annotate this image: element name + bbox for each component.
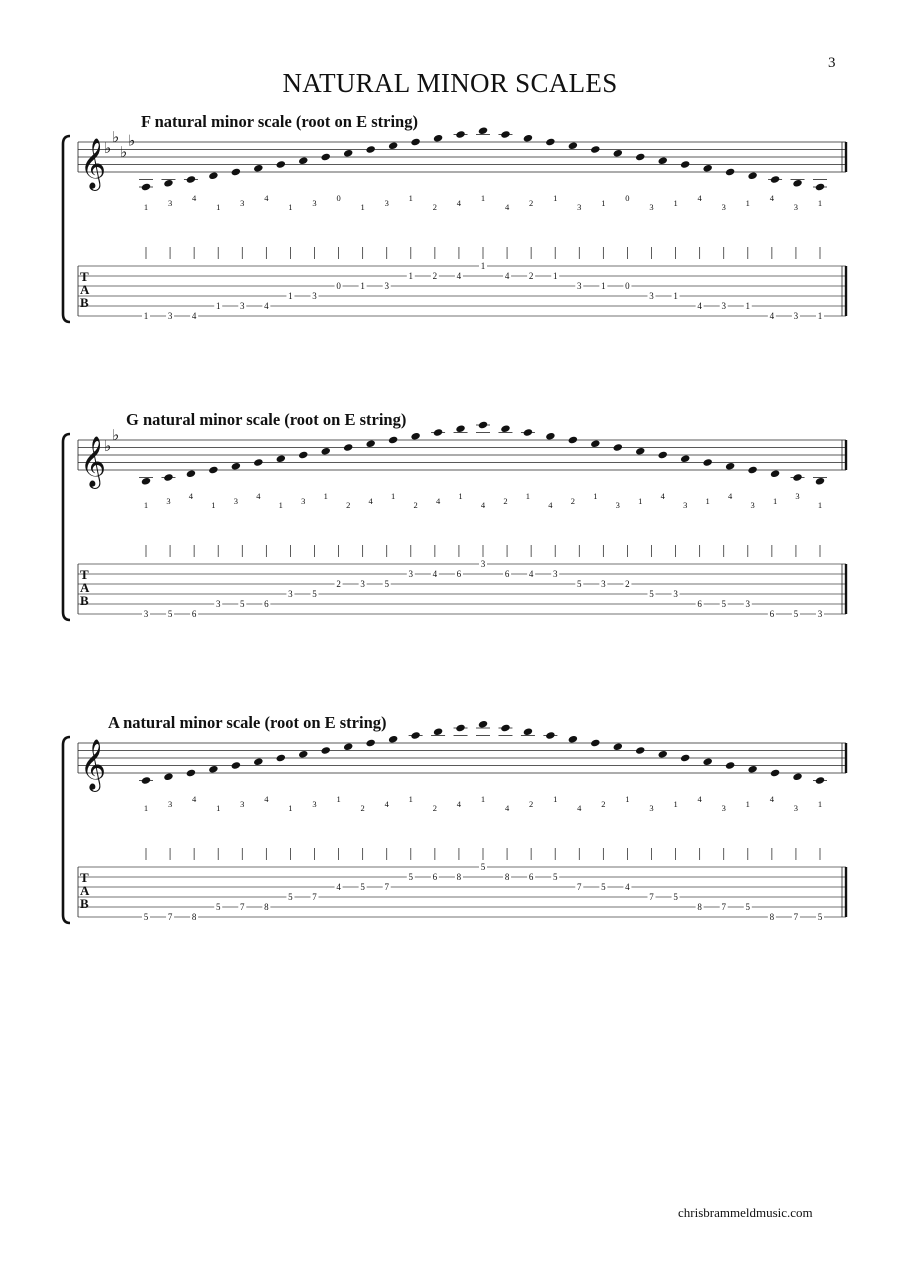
tab-fret-number: 8 — [504, 872, 510, 883]
note-head — [725, 761, 735, 770]
fingering-number: 4 — [577, 803, 582, 813]
fingering-number: 4 — [368, 496, 373, 506]
fingering-number: 1 — [323, 491, 328, 501]
fingering-number: 1 — [525, 491, 531, 501]
fingering-number: 1 — [673, 799, 678, 809]
fingering-number: 1 — [745, 198, 750, 208]
note-head — [231, 168, 241, 177]
fingering-number: 3 — [793, 803, 799, 813]
note-head — [388, 141, 398, 150]
tab-fret-number: 2 — [625, 579, 630, 590]
fingering-number: 2 — [570, 496, 575, 506]
flat-sign-icon: ♭ — [128, 133, 136, 150]
fingering-number: 4 — [660, 491, 665, 501]
note-head — [388, 735, 398, 744]
tab-fret-number: 6 — [769, 609, 775, 620]
fingering-number: 1 — [601, 198, 606, 208]
fingering-number: 4 — [192, 193, 197, 203]
page-number: 3 — [828, 55, 836, 71]
tab-fret-number: 7 — [721, 902, 726, 913]
note-head — [545, 432, 555, 441]
note-head — [365, 145, 375, 154]
note-head — [568, 141, 578, 150]
note-head — [253, 164, 263, 173]
flat-sign-icon: ♭ — [120, 144, 128, 161]
tab-label-a: A — [80, 883, 90, 898]
fingering-number: 0 — [625, 193, 630, 203]
note-head — [815, 183, 825, 192]
fingering-number: 1 — [673, 198, 678, 208]
fingering-number: 1 — [143, 202, 149, 212]
tab-fret-number: 7 — [577, 882, 582, 893]
tab-fret-number: 3 — [215, 599, 221, 610]
tab-label-b: B — [80, 896, 89, 911]
fingering-number: 1 — [278, 500, 283, 510]
tab-fret-number: 3 — [288, 589, 293, 600]
tab-fret-number: 5 — [745, 902, 751, 913]
flat-sign-icon: ♭ — [112, 129, 120, 146]
note-head — [658, 750, 668, 759]
fingering-number: 4 — [192, 794, 197, 804]
note-head — [500, 130, 510, 139]
fingering-number: 3 — [683, 500, 688, 510]
system-bracket — [63, 737, 70, 923]
fingering-number: 4 — [728, 491, 733, 501]
tab-fret-number: 3 — [673, 589, 678, 600]
flat-sign-icon: ♭ — [104, 439, 112, 455]
fingering-number: 1 — [817, 799, 823, 809]
fingering-number: 1 — [705, 496, 710, 506]
fingering-number: 4 — [456, 198, 462, 208]
tab-fret-number: 6 — [697, 599, 702, 610]
note-head — [455, 724, 465, 733]
note-head — [365, 439, 375, 448]
fingering-number: 0 — [336, 193, 341, 203]
note-head — [770, 769, 780, 778]
fingering-number: 3 — [577, 202, 582, 212]
fingering-number: 1 — [553, 193, 558, 203]
note-head — [455, 130, 465, 139]
tab-fret-number: 7 — [312, 892, 317, 903]
fingering-number: 3 — [233, 496, 238, 506]
note-head — [658, 451, 668, 460]
tab-fret-number: 7 — [384, 882, 389, 893]
fingering-number: 4 — [384, 799, 389, 809]
treble-clef-icon: 𝄞 — [80, 139, 107, 188]
note-head — [792, 772, 802, 781]
tab-fret-number: 4 — [432, 569, 438, 580]
scale-title-f: F natural minor scale (root on E string) — [141, 112, 418, 131]
note-head — [523, 727, 533, 736]
note-head — [455, 424, 465, 433]
fingering-number: 1 — [143, 803, 149, 813]
tab-fret-number: 1 — [673, 291, 678, 302]
note-head — [276, 454, 286, 463]
tab-fret-number: 3 — [143, 609, 149, 620]
tab-fret-number: 1 — [143, 311, 149, 322]
fingering-number: 1 — [458, 491, 463, 501]
tab-fret-number: 1 — [601, 281, 606, 292]
tab-fret-number: 3 — [408, 569, 414, 580]
fingering-number: 4 — [548, 500, 553, 510]
fingering-number: 2 — [529, 799, 534, 809]
tab-fret-number: 4 — [264, 301, 269, 312]
note-head — [478, 720, 488, 729]
note-head — [635, 447, 645, 456]
tab-fret-number: 5 — [240, 599, 245, 610]
fingering-number: 1 — [817, 500, 823, 510]
note-head — [365, 739, 375, 748]
fingering-number: 3 — [649, 803, 654, 813]
fingering-number: 1 — [336, 794, 341, 804]
tab-fret-number: 7 — [240, 902, 245, 913]
tab-fret-number: 5 — [215, 902, 221, 913]
fingering-number: 1 — [817, 198, 823, 208]
fingering-number: 3 — [167, 799, 173, 809]
fingering-number: 1 — [288, 202, 293, 212]
fingering-number: 3 — [721, 803, 726, 813]
tab-fret-number: 1 — [408, 271, 414, 282]
fingering-number: 1 — [772, 496, 778, 506]
tab-fret-number: 5 — [288, 892, 293, 903]
tab-fret-number: 6 — [191, 609, 197, 620]
fingering-number: 3 — [649, 202, 654, 212]
note-head — [433, 134, 443, 143]
system-f-natural-minor — [0, 129, 900, 337]
tab-fret-number: 4 — [336, 882, 341, 893]
fingering-number: 4 — [697, 193, 702, 203]
note-head — [433, 727, 443, 736]
tab-fret-number: 3 — [552, 569, 558, 580]
note-head — [725, 462, 735, 471]
fingering-number: 2 — [346, 500, 351, 510]
fingering-number: 3 — [750, 500, 755, 510]
tab-fret-number: 3 — [360, 579, 365, 590]
tab-label-b: B — [80, 295, 89, 310]
tab-label-b: B — [80, 593, 89, 608]
scale-title-g: G natural minor scale (root on E string) — [126, 410, 407, 429]
tab-label-t: T — [80, 567, 89, 582]
tab-label-t: T — [80, 269, 89, 284]
note-head — [680, 754, 690, 763]
tab-fret-number: 8 — [697, 902, 702, 913]
note-head — [590, 739, 600, 748]
fingering-number: 3 — [795, 491, 800, 501]
tab-fret-number: 5 — [143, 912, 149, 923]
fingering-number: 3 — [384, 198, 389, 208]
note-head — [276, 160, 286, 169]
note-head — [815, 477, 825, 486]
tab-fret-number: 0 — [336, 281, 341, 292]
note-head — [141, 477, 151, 486]
tab-fret-number: 6 — [528, 872, 534, 883]
note-head — [725, 168, 735, 177]
note-head — [253, 458, 263, 467]
treble-clef-icon: 𝄞 — [80, 437, 107, 486]
note-head — [186, 769, 196, 778]
tab-fret-number: 4 — [769, 311, 775, 322]
tab-fret-number: 4 — [504, 271, 510, 282]
fingering-number: 1 — [480, 193, 486, 203]
fingering-number: 4 — [256, 491, 261, 501]
fingering-number: 1 — [288, 803, 293, 813]
fingering-number: 1 — [216, 202, 221, 212]
tab-fret-number: 3 — [480, 559, 486, 570]
note-head — [523, 428, 533, 437]
fingering-number: 3 — [615, 500, 620, 510]
note-head — [500, 724, 510, 733]
fingering-number: 2 — [432, 803, 437, 813]
note-head — [747, 765, 757, 774]
tab-fret-number: 5 — [312, 589, 317, 600]
tab-fret-number: 3 — [745, 599, 751, 610]
note-head — [433, 428, 443, 437]
fingering-number: 2 — [601, 799, 606, 809]
note-head — [545, 138, 555, 147]
fingering-number: 1 — [360, 202, 365, 212]
note-head — [163, 772, 173, 781]
note-head — [478, 421, 488, 430]
fingering-number: 1 — [211, 500, 216, 510]
tab-fret-number: 6 — [456, 569, 462, 580]
fingering-number: 1 — [638, 496, 643, 506]
note-head — [613, 742, 623, 751]
fingering-number: 1 — [408, 794, 413, 804]
tab-fret-number: 3 — [384, 281, 389, 292]
note-head — [568, 735, 578, 744]
note-head — [523, 134, 533, 143]
note-head — [186, 469, 196, 478]
fingering-number: 2 — [503, 496, 508, 506]
tab-fret-number: 7 — [793, 912, 799, 923]
note-head — [770, 469, 780, 478]
note-head — [321, 447, 331, 456]
tab-fret-number: 8 — [769, 912, 775, 923]
note-head — [613, 443, 623, 452]
tab-fret-number: 3 — [167, 311, 173, 322]
fingering-number: 4 — [504, 803, 510, 813]
fingering-number: 3 — [721, 202, 726, 212]
note-head — [792, 179, 802, 188]
tab-fret-number: 5 — [480, 862, 486, 873]
note-head — [298, 750, 308, 759]
note-head — [208, 765, 218, 774]
note-head — [613, 149, 623, 158]
tab-fret-number: 5 — [384, 579, 389, 590]
tab-fret-number: 3 — [721, 301, 726, 312]
fingering-number: 3 — [240, 198, 245, 208]
fingering-number: 4 — [456, 799, 462, 809]
fingering-number: 2 — [432, 202, 437, 212]
tab-fret-number: 4 — [528, 569, 534, 580]
note-head — [815, 776, 825, 785]
note-head — [792, 473, 802, 482]
system-bracket — [63, 136, 70, 322]
note-head — [658, 156, 668, 165]
fingering-number: 1 — [745, 799, 750, 809]
fingering-number: 3 — [167, 198, 173, 208]
fingering-number: 3 — [312, 198, 317, 208]
tab-label-a: A — [80, 580, 90, 595]
tab-fret-number: 5 — [601, 882, 606, 893]
note-head — [770, 175, 780, 184]
tab-fret-number: 5 — [649, 589, 654, 600]
system-bracket — [63, 434, 70, 620]
note-head — [500, 424, 510, 433]
note-head — [231, 462, 241, 471]
footer-url: chrisbrammeldmusic.com — [678, 1205, 813, 1220]
tab-fret-number: 5 — [673, 892, 678, 903]
system-a-natural-minor — [0, 733, 900, 938]
fingering-number: 1 — [553, 794, 558, 804]
note-head — [253, 757, 263, 766]
note-head — [321, 153, 331, 162]
tab-fret-number: 3 — [577, 281, 582, 292]
tab-fret-number: 3 — [312, 291, 317, 302]
flat-sign-icon: ♭ — [104, 141, 112, 157]
tab-fret-number: 5 — [721, 599, 726, 610]
fingering-number: 4 — [504, 202, 510, 212]
tab-fret-number: 6 — [432, 872, 438, 883]
note-head — [186, 175, 196, 184]
fingering-number: 4 — [188, 491, 194, 501]
tab-fret-number: 6 — [264, 599, 269, 610]
fingering-number: 4 — [435, 496, 441, 506]
tab-fret-number: 1 — [360, 281, 365, 292]
tab-fret-number: 8 — [191, 912, 197, 923]
note-head — [388, 436, 398, 445]
tab-fret-number: 4 — [191, 311, 197, 322]
fingering-number: 1 — [480, 794, 486, 804]
note-head — [478, 126, 488, 135]
note-head — [680, 160, 690, 169]
note-head — [747, 466, 757, 475]
note-head — [410, 731, 420, 740]
note-head — [208, 171, 218, 180]
scale-title-a: A natural minor scale (root on E string) — [108, 713, 387, 732]
fingering-number: 4 — [769, 193, 774, 203]
note-head — [747, 171, 757, 180]
note-head — [702, 458, 712, 467]
tab-fret-number: 5 — [817, 912, 823, 923]
fingering-number: 1 — [391, 491, 396, 501]
note-head — [590, 439, 600, 448]
fingering-number: 3 — [301, 496, 306, 506]
fingering-number: 4 — [264, 193, 269, 203]
tab-fret-number: 2 — [528, 271, 534, 282]
tab-fret-number: 4 — [456, 271, 462, 282]
tab-fret-number: 3 — [601, 579, 606, 590]
tab-fret-number: 1 — [288, 291, 293, 302]
note-head — [231, 761, 241, 770]
note-head — [410, 138, 420, 147]
note-head — [702, 164, 712, 173]
tab-fret-number: 8 — [456, 872, 462, 883]
tab-fret-number: 1 — [817, 311, 823, 322]
note-head — [343, 742, 353, 751]
tab-fret-number: 2 — [432, 271, 438, 282]
fingering-number: 1 — [143, 500, 149, 510]
tab-fret-number: 5 — [552, 872, 558, 883]
note-head — [590, 145, 600, 154]
tab-label-t: T — [80, 870, 89, 885]
fingering-number: 3 — [240, 799, 245, 809]
note-head — [141, 776, 151, 785]
fingering-number: 3 — [793, 202, 799, 212]
note-head — [635, 153, 645, 162]
note-head — [635, 746, 645, 755]
note-head — [208, 466, 218, 475]
note-head — [702, 757, 712, 766]
fingering-number: 2 — [360, 803, 365, 813]
note-head — [343, 149, 353, 158]
fingering-number: 3 — [166, 496, 171, 506]
note-head — [410, 432, 420, 441]
note-head — [298, 156, 308, 165]
tab-fret-number: 5 — [577, 579, 582, 590]
fingering-number: 4 — [480, 500, 486, 510]
tab-fret-number: 1 — [215, 301, 221, 312]
fingering-number: 2 — [413, 500, 418, 510]
note-head — [141, 183, 151, 192]
note-head — [163, 473, 173, 482]
fingering-number: 1 — [593, 491, 598, 501]
tab-fret-number: 2 — [336, 579, 341, 590]
tab-fret-number: 4 — [625, 882, 630, 893]
tab-fret-number: 3 — [793, 311, 799, 322]
tab-fret-number: 8 — [264, 902, 269, 913]
fingering-number: 1 — [216, 803, 221, 813]
system-g-natural-minor — [0, 427, 900, 635]
tab-fret-number: 3 — [649, 291, 654, 302]
note-head — [545, 731, 555, 740]
tab-fret-number: 1 — [745, 301, 751, 312]
tab-fret-number: 6 — [504, 569, 510, 580]
fingering-number: 3 — [312, 799, 317, 809]
tab-fret-number: 1 — [552, 271, 558, 282]
page-title: NATURAL MINOR SCALES — [282, 68, 618, 98]
treble-clef-icon: 𝄞 — [80, 740, 107, 789]
tab-fret-number: 0 — [625, 281, 630, 292]
note-head — [343, 443, 353, 452]
note-head — [298, 451, 308, 460]
tab-fret-number: 1 — [480, 261, 486, 272]
fingering-number: 2 — [529, 198, 534, 208]
fingering-number: 4 — [264, 794, 269, 804]
tab-fret-number: 5 — [793, 609, 799, 620]
fingering-number: 1 — [625, 794, 630, 804]
fingering-number: 1 — [408, 193, 413, 203]
tab-fret-number: 7 — [649, 892, 654, 903]
tab-fret-number: 3 — [817, 609, 823, 620]
tab-fret-number: 5 — [408, 872, 414, 883]
flat-sign-icon: ♭ — [112, 427, 120, 444]
tab-label-a: A — [80, 282, 90, 297]
note-head — [680, 454, 690, 463]
note-head — [321, 746, 331, 755]
tab-fret-number: 3 — [240, 301, 245, 312]
tab-fret-number: 5 — [167, 609, 173, 620]
tab-fret-number: 4 — [697, 301, 702, 312]
note-head — [276, 754, 286, 763]
note-head — [163, 179, 173, 188]
note-head — [568, 436, 578, 445]
tab-fret-number: 7 — [167, 912, 173, 923]
fingering-number: 4 — [697, 794, 702, 804]
tab-fret-number: 5 — [360, 882, 365, 893]
fingering-number: 4 — [769, 794, 774, 804]
